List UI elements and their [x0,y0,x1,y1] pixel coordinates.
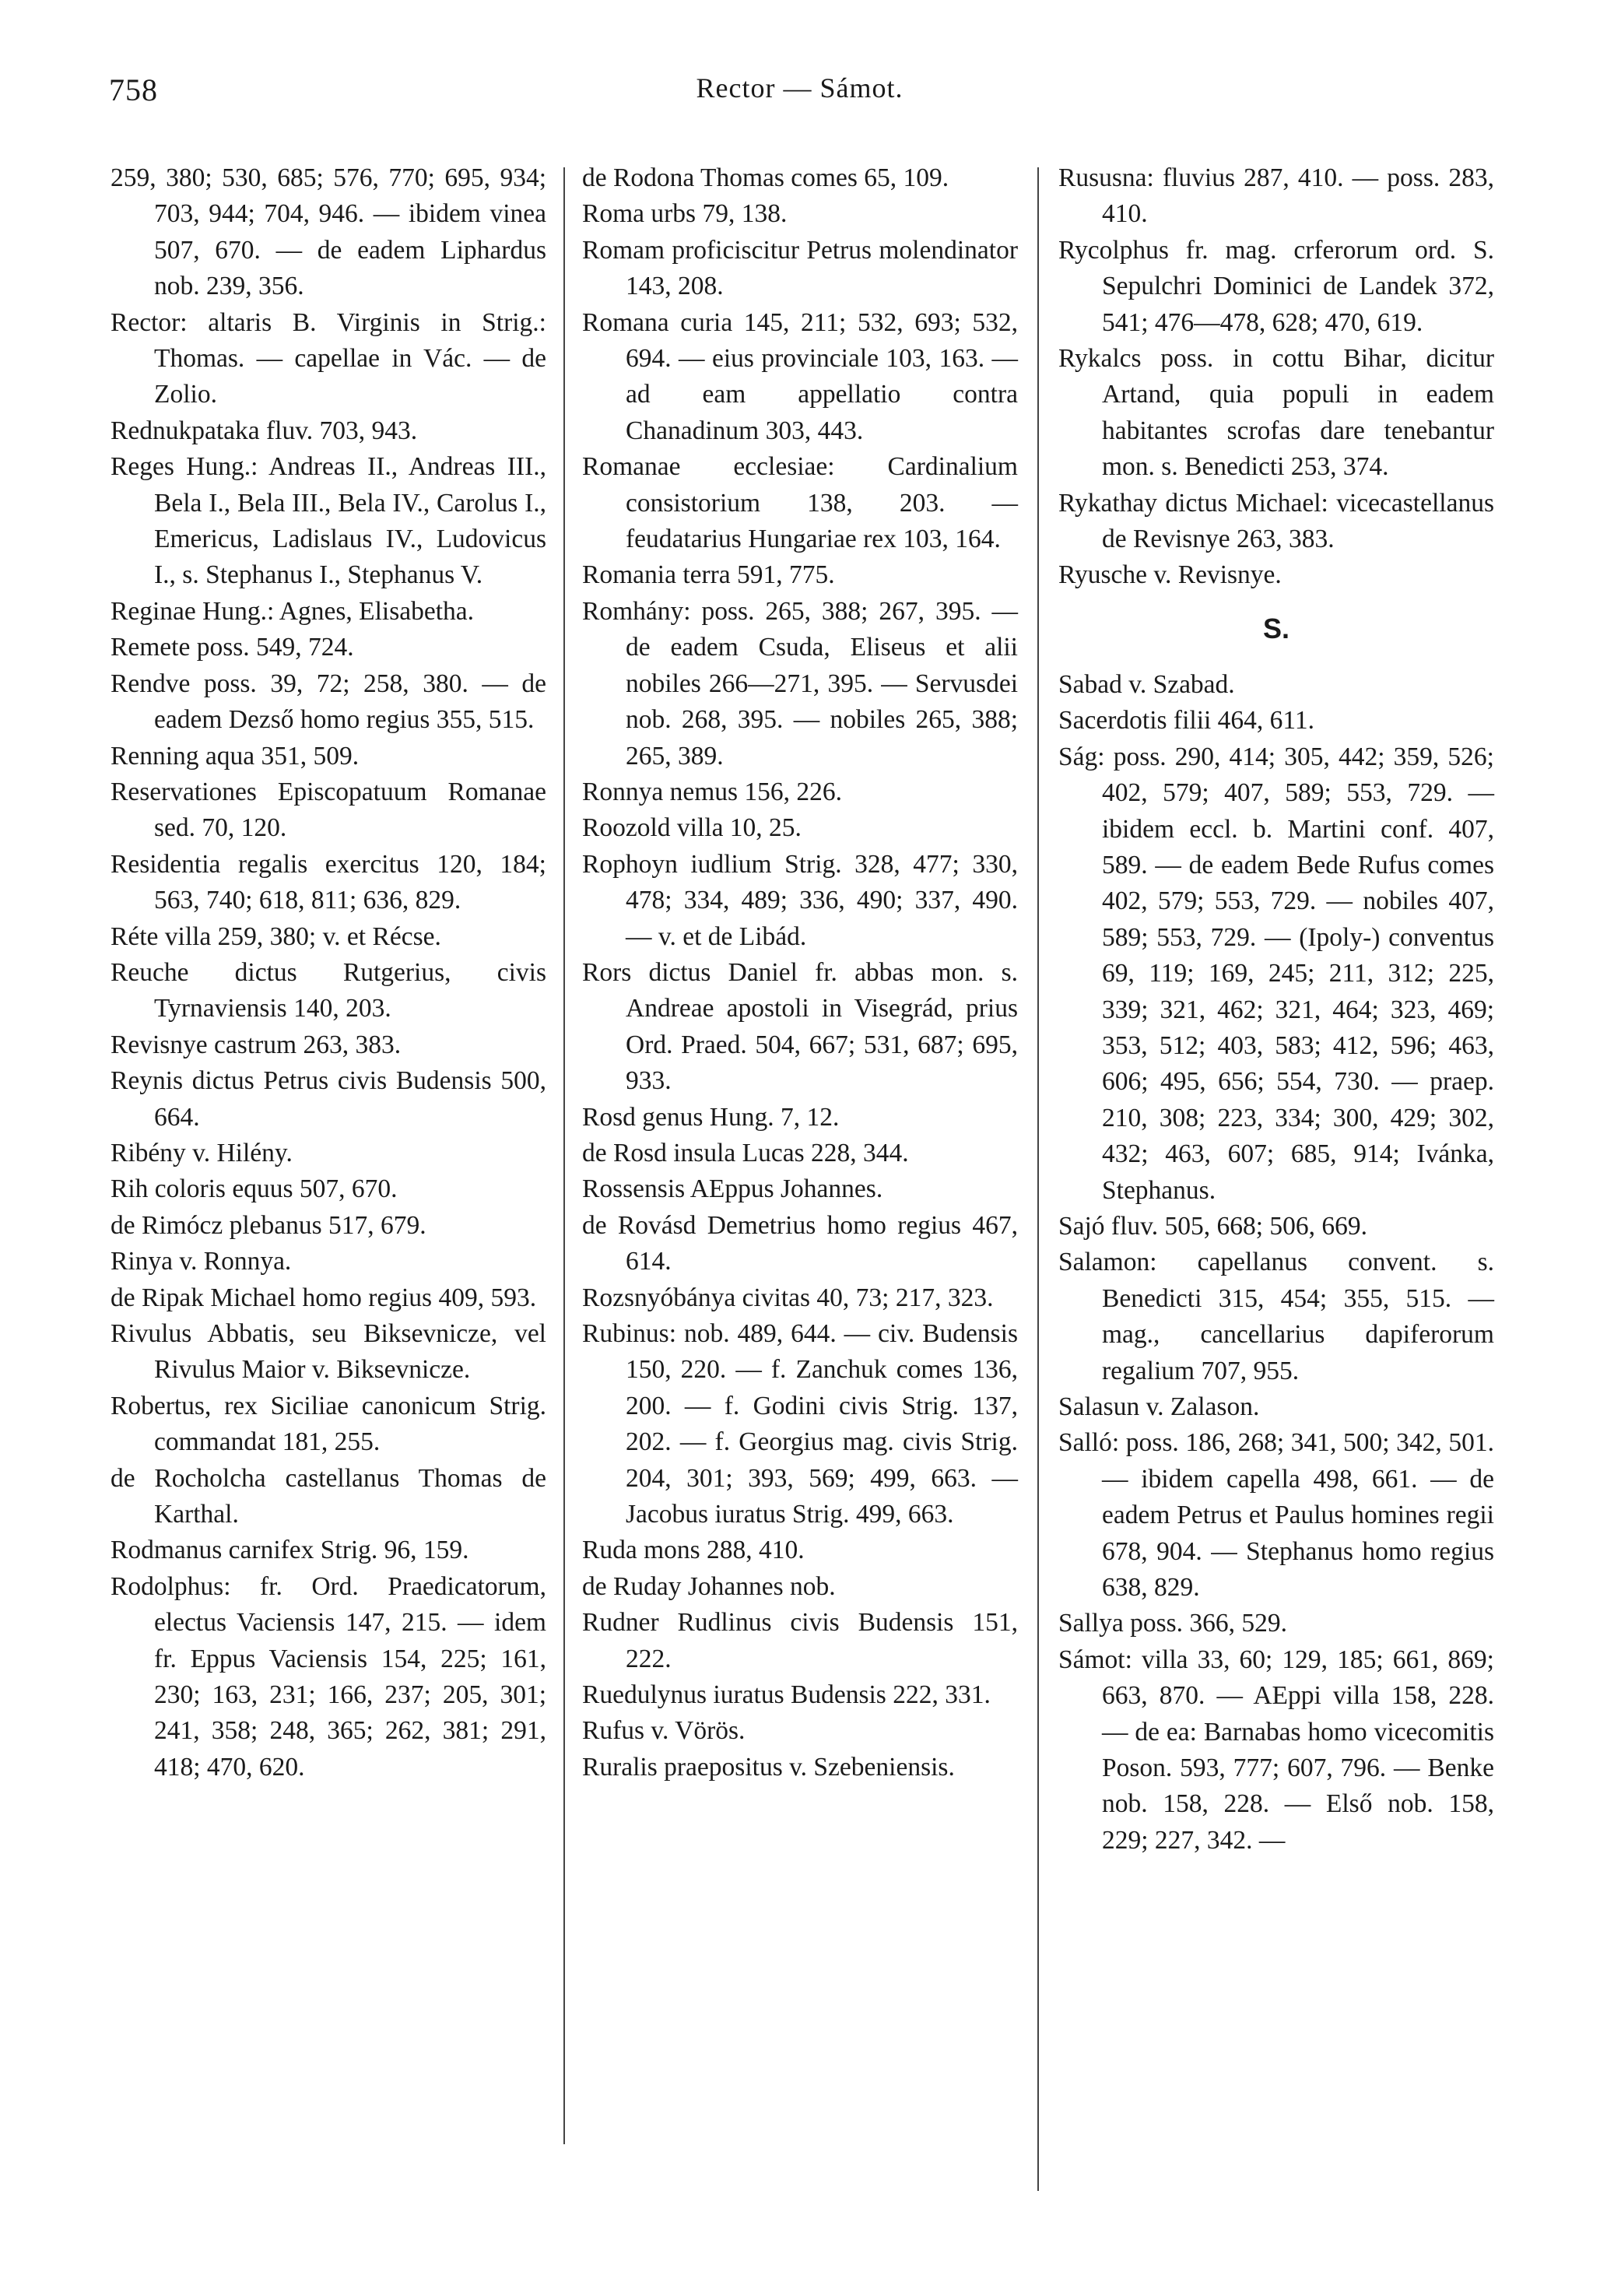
index-entry: Reservationes Episcopatuum Romanae sed. 70, 120. [111,777,546,843]
index-entry: Rosd genus Hung. 7, 12. [582,1102,840,1132]
index-entry: Rozsnyóbánya civitas 40, 73; 217, 323. [582,1283,994,1312]
index-entry: Sacerdotis filii 464, 611. [1058,706,1315,735]
index-entry: Rector: altaris B. Virginis in Strig.: Thomas. — capellae in Vác. — de Zolio. [111,307,546,409]
index-entry: Rendve poss. 39, 72; 258, 380. — de eadem Dezső homo regius 355, 515. [111,669,546,735]
index-entry: Robertus, rex Siciliae canonicum Strig. commandat 181, 255. [111,1391,546,1457]
page-number: 758 [109,72,158,107]
column-divider-right [1037,167,1039,2191]
index-entry: Ság: poss. 290, 414; 305, 442; 359, 526; 402, 579; 407, 589; 553, 729. — ibidem eccl. b. Martini conf. 407, 589. — de eadem Bede Rufus comes 402, 579; 553, 729. — nobiles 407, 589; 553, 729. — (Ipoly-) conventus 69, 119; 169, 245; 211, 312; 225, 339; 321, 462; 321, 464; 323, 469; 353, 512; 403, 583; 412, 596; 463, 606; 495, 656; 554, 730. — praep. 210, 308; 223, 334; 300, 429; 302, 432; 463, 607; 685, 914; Ivánka, Stephanus. [1058,742,1494,1205]
index-entry: Rors dictus Daniel fr. abbas mon. s. Andreae apostoli in Visegrád, prius Ord. Praed. 504, 667; 531, 687; 695, 933. [582,957,1018,1096]
index-entry: Réte villa 259, 380; v. et Récse. [111,922,441,951]
index-entry: Sámot: villa 33, 60; 129, 185; 661, 869; 663, 870. — AEppi villa 158, 228. — de ea: Barnabas homo vicecomitis Poson. 593, 777; 607, 796. — Benke nob. 158, 228. — Első nob. 158, 229; 227, 342. — [1058,1645,1494,1855]
index-entry: de Rovásd Demetrius homo regius 467, 614. [582,1210,1018,1276]
column-divider-left [563,167,565,2144]
index-entry: Residentia regalis exercitus 120, 184; 563, 740; 618, 811; 636, 829. [111,849,546,915]
index-column-middle [582,160,1018,1785]
index-entry: Rih coloris equus 507, 670. [111,1174,398,1204]
index-entry: Ruda mons 288, 410. [582,1536,805,1565]
index-column-left [111,160,546,1785]
index-entry: Revisnye castrum 263, 383. [111,1030,402,1059]
index-entry: Salló: poss. 186, 268; 341, 500; 342, 501. — ibidem capella 498, 661. — de eadem Petrus et Paulus homines regii 678, 904. — Stephanus homo regius 638, 829. [1058,1428,1494,1603]
index-entry: Salamon: capellanus convent. s. Benedicti 315, 454; 355, 515. — mag., cancellarius dapiferorum regalium 707, 955. [1058,1248,1494,1385]
index-entry: Rufus v. Vörös. [582,1716,746,1746]
index-entry: Salasun v. Zalason. [1058,1392,1260,1421]
index-entry: Sabad v. Szabad. [1058,669,1235,699]
index-entry: de Ripak Michael homo regius 409, 593. [111,1283,537,1312]
index-entry: Rodmanus carnifex Strig. 96, 159. [111,1536,469,1565]
index-entry: Ruralis praepositus v. Szebeniensis. [582,1752,955,1782]
index-entry: de Rocholcha castellanus Thomas de Karthal. [111,1463,546,1529]
index-entry: Roozold villa 10, 25. [582,813,802,843]
index-entry: Sallya poss. 366, 529. [1058,1609,1288,1638]
section-letter: S. [1262,612,1289,644]
index-entry: Ribény v. Hilény. [111,1138,293,1167]
index-entry: Rubinus: nob. 489, 644. — civ. Budensis 150, 220. — f. Zanchuk comes 136, 200. — f. Godini civis Strig. 137, 202. — f. Georgius mag. civis Strig. 204, 301; 393, 569; 499, 663. — Jacobus iuratus Strig. 499, 663. [582,1319,1018,1529]
index-entry: Reges Hung.: Andreas II., Andreas III., Bela I., Bela III., Bela IV., Carolus I., Emericus, Ladislaus IV., Ludovicus I., s. Stephanus I., Stephanus V. [111,452,546,590]
index-entry: Ryusche v. Revisnye. [1058,560,1282,590]
index-entry: Reynis dictus Petrus civis Budensis 500, 664. [111,1066,546,1132]
index-entry: Sajó fluv. 505, 668; 506, 669. [1058,1211,1368,1241]
index-entry: Rudner Rudlinus civis Budensis 151, 222. [582,1608,1018,1673]
index-entry: Rykathay dictus Michael: vicecastellanus de Revisnye 263, 383. [1058,488,1494,554]
index-entry: Rivulus Abbatis, seu Biksevnicze, vel Rivulus Maior v. Biksevnicze. [111,1319,546,1385]
index-entry: Ruedulynus iuratus Budensis 222, 331. [582,1680,991,1710]
index-entry: Remete poss. 549, 724. [111,633,354,662]
index-entry: Romanae ecclesiae: Cardinalium consistorium 138, 203. — feudatarius Hungariae rex 103, 164. [582,452,1018,554]
index-entry: Rophoyn iudlium Strig. 328, 477; 330, 478; 334, 489; 336, 490; 337, 490. — v. et de Libád. [582,849,1018,951]
index-column-right [1058,160,1494,1859]
index-entry: Rinya v. Ronnya. [111,1247,292,1276]
running-head: Rector — Sámot. [696,72,903,104]
index-entry: Rossensis AEppus Johannes. [582,1174,883,1204]
index-entry: Renning aqua 351, 509. [111,741,360,771]
index-entry: Roma urbs 79, 138. [582,199,788,229]
page-header [109,72,1490,118]
index-entry: Rycolphus fr. mag. crferorum ord. S. Sepulchri Dominici de Landek 372, 541; 476—478, 628; 470, 619. [1058,235,1494,337]
index-entry: Reuche dictus Rutgerius, civis Tyrnaviensis 140, 203. [111,957,546,1023]
index-entry: 259, 380; 530, 685; 576, 770; 695, 934; 703, 944; 704, 946. — ibidem vinea 507, 670. — de eadem Liphardus nob. 239, 356. [111,163,546,301]
index-entry: Reginae Hung.: Agnes, Elisabetha. [111,596,475,626]
index-entry: Rykalcs poss. in cottu Bihar, dicitur Artand, quia populi in eadem habitantes scrofas dare tenebantur mon. s. Benedicti 253, 374. [1058,344,1494,482]
index-entry: Ronnya nemus 156, 226. [582,777,843,806]
index-entry: Rednukpataka fluv. 703, 943. [111,416,418,445]
index-entry: Romana curia 145, 211; 532, 693; 532, 694. — eius provinciale 103, 163. — ad eam appellatio contra Chanadinum 303, 443. [582,307,1018,445]
index-entry: Romam proficiscitur Petrus molendinator 143, 208. [582,235,1018,301]
index-entry: de Ruday Johannes nob. [582,1571,836,1601]
index-entry: Romhány: poss. 265, 388; 267, 395. — de eadem Csuda, Eliseus et alii nobiles 266—271, 395. — Servusdei nob. 268, 395. — nobiles 265, 388; 265, 389. [582,596,1018,771]
index-entries-s [1058,667,1494,1859]
index-entries-r [1058,160,1494,594]
index-entry: de Rimócz plebanus 517, 679. [111,1210,426,1240]
index-entry: Rususna: fluvius 287, 410. — poss. 283, 410. [1058,163,1494,229]
index-entry: Romania terra 591, 775. [582,560,835,590]
index-entry: Rodolphus: fr. Ord. Praedicatorum, electus Vaciensis 147, 215. — idem fr. Eppus Vaciensis 154, 225; 161, 230; 163, 231; 166, 237; 205, 301; 241, 358; 248, 365; 262, 381; 291, 418; 470, 620. [111,1571,546,1782]
index-entry: de Rodona Thomas comes 65, 109. [582,163,949,192]
index-entry: de Rosd insula Lucas 228, 344. [582,1138,909,1167]
